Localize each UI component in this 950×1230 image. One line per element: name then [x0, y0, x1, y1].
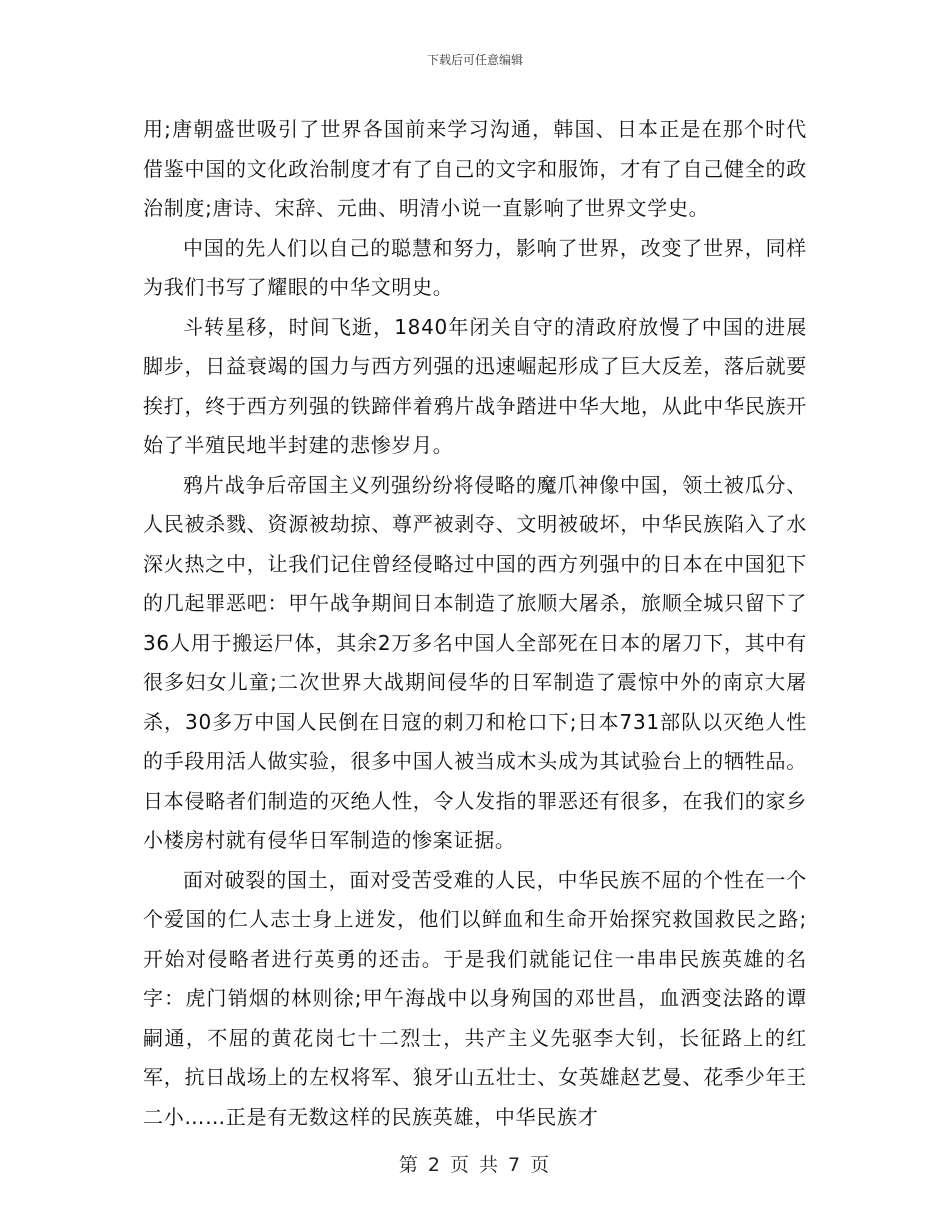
document-body: [143, 110, 807, 1137]
paragraph-2: 中国的先人们以自己的聪慧和努力，影响了世界，改变了世界，同样为我们书写了耀眼的中华文明史。: [143, 235, 807, 299]
page-header: 下载后可任意编辑: [426, 53, 523, 67]
paragraph-4: 鸦片战争后帝国主义列强纷纷将侵略的魔爪神像中国，领土被瓜分、人民被杀戮、资源被劫掠、尊严被剥夺、文明被破坏，中华民族陷入了水深火热之中，让我们记住曾经侵略过中国的西方列强中的日本在中国犯下的几起罪恶吧：甲午战争期间日本制造了旅顺大屠杀，旅顺全城只留下了36人用于搬运尸体，其余2万多名中国人全部死在日本的屠刀下，其中有很多妇女儿童;二次世界大战期间侵华的日军制造了震惊中外的南京大屠杀，30多万中国人民倒在日寇的刺刀和枪口下;日本731部队以灭绝人性的手段用活人做实验，很多中国人被当成木头成为其试验台上的牺牲品。日本侵略者们制造的灭绝人性，令人发指的罪恶还有很多，在我们的家乡小楼房村就有侵华日军制造的惨案证据。: [143, 472, 807, 852]
paragraph-5: 面对破裂的国土，面对受苦受难的人民，中华民族不屈的个性在一个个爱国的仁人志士身上迸发，他们以鲜血和生命开始探究救国救民之路;开始对侵略者进行英勇的还击。于是我们就能记住一串串民族英雄的名字：虎门销烟的林则徐;甲午海战中以身殉国的邓世昌，血洒变法路的谭嗣通，不屈的黄花岗七十二烈士，共产主义先驱李大钊，长征路上的红军，抗日战场上的左权将军、狼牙山五壮士、女英雄赵艺曼、花季少年王二小……正是有无数这样的民族英雄，中华民族才: [143, 867, 807, 1129]
page-number-footer: 第 2 页 共 7 页: [398, 1154, 552, 1176]
paragraph-3: 斗转星移，时间飞逝，1840年闭关自守的清政府放慢了中国的进展脚步，日益衰竭的国力与西方列强的迅速崛起形成了巨大反差，落后就要挨打，终于西方列强的铁蹄伴着鸦片战争踏进中华大地，从此中华民族开始了半殖民地半封建的悲惨岁月。: [143, 314, 807, 457]
paragraph-1: 用;唐朝盛世吸引了世界各国前来学习沟通，韩国、日本正是在那个时代借鉴中国的文化政治制度才有了自己的文字和服饰，才有了自己健全的政治制度;唐诗、宋辞、元曲、明清小说一直影响了世界文学史。: [143, 117, 807, 220]
